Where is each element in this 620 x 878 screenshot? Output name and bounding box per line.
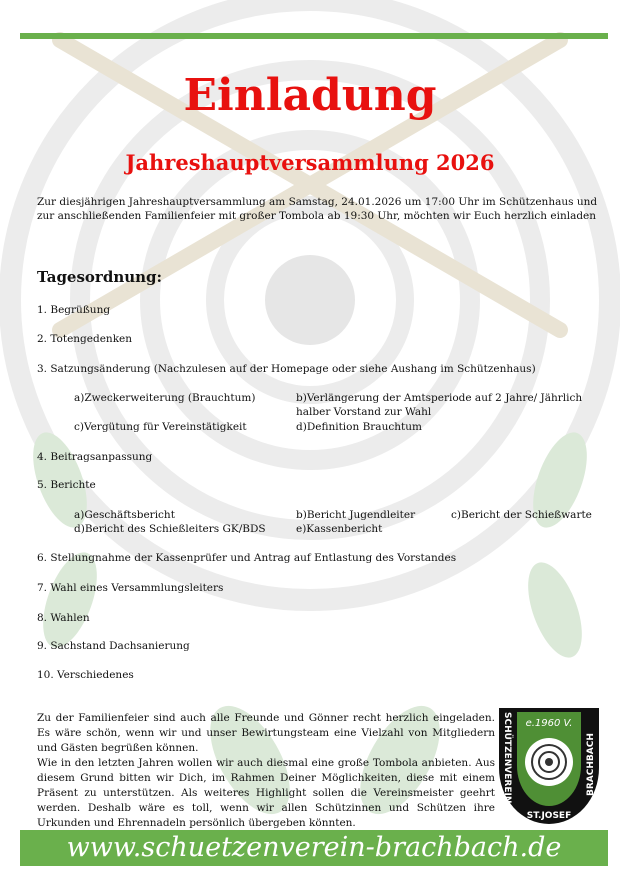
footer-website-banner[interactable]: www.schuetzenverein-brachbach.de — [20, 830, 608, 866]
logo-year: e.1960 V. — [525, 718, 573, 729]
top-green-bar — [20, 33, 608, 39]
agenda-subitem: halber Vorstand zur Wahl — [296, 406, 432, 418]
closing-paragraph: Zu der Familienfeier sind auch alle Freunde und Gönner recht herzlich eingeladen. Es wäre schön, wenn wir und unser Bewirtungsteam eine Vielzahl von Mitgliedern und Gästen begrüßen können. — [37, 712, 495, 754]
agenda-subitem: b)Verlängerung der Amtsperiode auf 2 Jahre/ Jährlich — [296, 392, 583, 404]
agenda-item: 5. Berichte — [37, 479, 96, 491]
closing-paragraph: Wie in den letzten Jahren wollen wir auch diesmal eine große Tombola anbieten. Aus diesem Grund bitten wir Dich, im Rahmen Deiner Möglichkeiten, diese mit einem Präsent zu unterstützen. Als weiteres Highlight sollen die Vereinsmeister geehrt werden. Deshalb wäre es toll, wenn wir allen Schützinnen und Schützen ihre Urkunden und Ehrennadeln persönlich übergeben könnten. — [37, 757, 495, 829]
agenda-subitem: a)Zweckerweiterung (Brauchtum) — [74, 392, 256, 404]
intro-text — [37, 195, 597, 223]
agenda-item: 9. Sachstand Dachsanierung — [37, 640, 190, 652]
agenda-item: 4. Beitragsanpassung — [37, 451, 153, 463]
logo-bottom-text: ST.JOSEF — [526, 811, 572, 821]
subtitle: Jahreshauptversammlung 2026 — [125, 150, 495, 175]
agenda-item: 7. Wahl eines Versammlungsleiters — [37, 582, 224, 594]
page-title: Einladung — [183, 70, 437, 121]
agenda-subitem: d)Definition Brauchtum — [296, 421, 422, 433]
agenda-item: 2. Totengedenken — [37, 333, 133, 345]
agenda-item: 3. Satzungsänderung (Nachzulesen auf der Homepage oder siehe Aushang im Schützenhaus) — [37, 363, 536, 375]
closing-text — [37, 711, 495, 831]
agenda-subitem: c)Vergütung für Vereinstätigkeit — [74, 421, 247, 433]
agenda-item: 10. Verschiedenes — [37, 669, 134, 681]
club-logo — [497, 706, 601, 826]
agenda-subitem: b)Bericht Jugendleiter — [296, 509, 416, 521]
agenda-heading: Tagesordnung: — [37, 268, 163, 286]
agenda-subitem: d)Bericht des Schießleiters GK/BDS — [74, 523, 266, 535]
agenda-item: 6. Stellungnahme der Kassenprüfer und Antrag auf Entlastung des Vorstandes — [37, 552, 457, 564]
agenda-subitem: e)Kassenbericht — [296, 523, 383, 535]
logo-right-text: BRACHBACH — [586, 733, 596, 796]
logo-left-text: SCHÜTZENVEREIN — [502, 712, 512, 804]
intro-line: Zur diesjährigen Jahreshauptversammlung am Samstag, 24.01.2026 um 17:00 Uhr im Schützenhaus und — [37, 196, 598, 208]
agenda-subitem: c)Bericht der Schießwarte — [451, 509, 592, 521]
intro-line: zur anschließenden Familienfeier mit großer Tombola ab 19:30 Uhr, möchten wir Euch herzlich einladen — [37, 210, 597, 222]
agenda-subitem: a)Geschäftsbericht — [74, 509, 175, 521]
agenda-item: 1. Begrüßung — [37, 304, 111, 316]
agenda-item: 8. Wahlen — [37, 612, 90, 624]
